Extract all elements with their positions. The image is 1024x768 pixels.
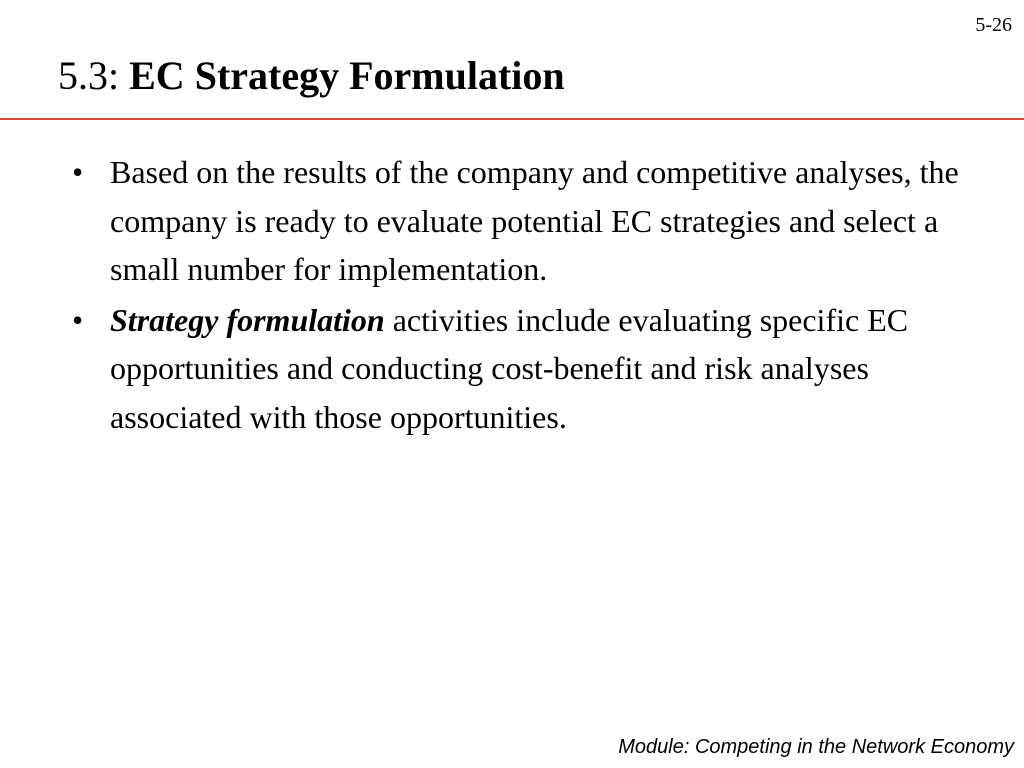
bullet-text: activities include evaluating specific EC opportunities and conducting cost-benefit and risk analyses associated with those opportunities. [110, 301, 909, 435]
bullet-icon: • [72, 301, 84, 338]
title-divider [0, 118, 1024, 120]
bullet-list [72, 148, 982, 443]
bullet-text: Based on the results of the company and competitive analyses, the company is ready to evaluate potential EC strategies and select a small number for implementation. [110, 154, 959, 287]
footer-module: Module: Competing in the Network Economy [618, 736, 1014, 758]
bullet-emphasis: Strategy formulation [110, 301, 385, 338]
page-number: 5-26 [975, 14, 1012, 36]
title-text: EC Strategy Formulation [129, 53, 565, 98]
slide-title [58, 52, 565, 100]
bullet-icon: • [72, 154, 84, 190]
bullet-item [72, 296, 982, 442]
section-number: 5.3: [58, 53, 120, 98]
bullet-item [72, 148, 982, 294]
